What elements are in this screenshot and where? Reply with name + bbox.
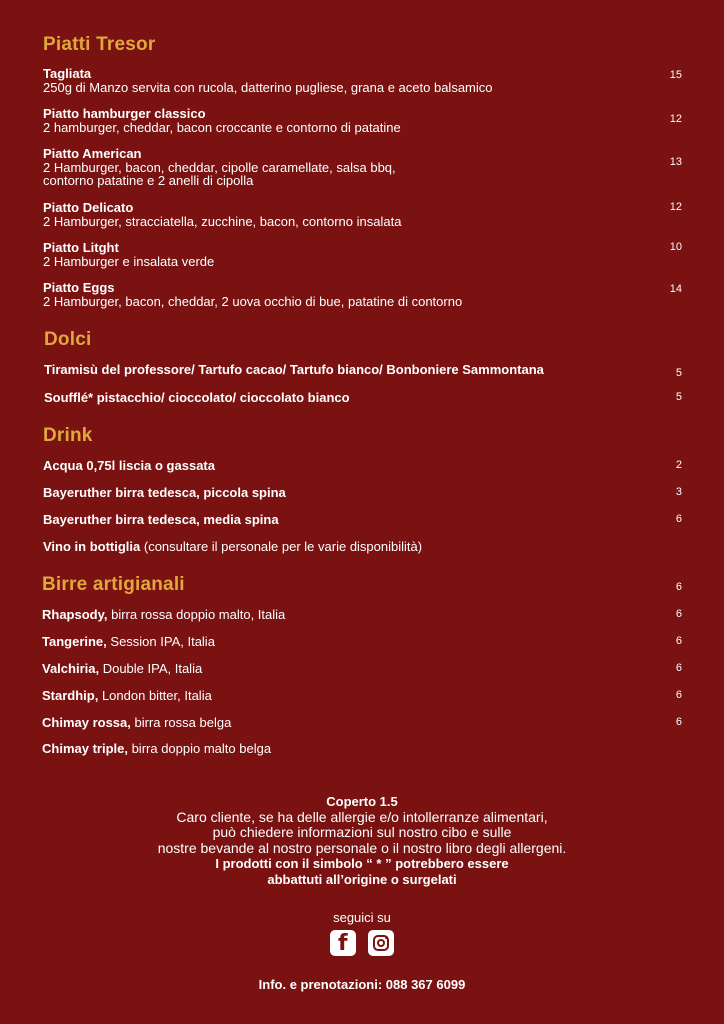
item-description: 2 Hamburger, bacon, cheddar, 2 uova occhio di bue, patatine di contorno (43, 293, 463, 309)
frozen-notice-line2: abbattuti all’origine o surgelati (267, 871, 457, 887)
menu-item-dolci-1 (44, 362, 544, 377)
item-description: 250g di Manzo servita con rucola, datterino pugliese, grana e aceto balsamico (43, 79, 493, 95)
menu-item-hamburger-classico (43, 107, 643, 134)
menu-item-drink-acqua (43, 458, 215, 473)
item-description: 2 hamburger, cheddar, bacon croccante e contorno di patatine (43, 119, 401, 135)
item-price: 3 (675, 486, 682, 498)
item-name: Piatto Litght (43, 240, 119, 255)
allergy-text-line3: nostre bevande al nostro personale o il nostro libro degli allergeni. (157, 839, 567, 856)
menu-item-beer-tangerine (42, 634, 215, 649)
item-description: 2 Hamburger e insalata verde (43, 253, 215, 269)
section-title-piatti: Piatti Tresor (43, 34, 156, 55)
item-name: Bayeruther birra tedesca, piccola spina (43, 485, 286, 500)
menu-item-tagliata (43, 67, 643, 94)
menu-item-delicato (43, 201, 643, 228)
menu-item-beer-valchiria (42, 661, 202, 676)
menu-item-beer-stardhip (42, 688, 212, 703)
section-price: 6 (675, 581, 682, 593)
section-title-birre: Birre artigianali (42, 574, 185, 595)
item-name: Piatto hamburger classico (43, 106, 206, 121)
item-description: birra doppio malto belga (127, 741, 272, 756)
coperto-text: Coperto 1.5 (326, 794, 398, 809)
menu-item-litght (43, 241, 643, 268)
item-price: 6 (675, 689, 682, 701)
item-name: Bayeruther birra tedesca, media spina (43, 512, 279, 527)
allergy-text-line1: Caro cliente, se ha delle allergie e/o intollerranze alimentari, (176, 808, 548, 825)
item-name: Piatto American (43, 146, 142, 161)
item-description: birra rossa doppio malto, Italia (107, 607, 286, 622)
item-name: Tangerine, (42, 634, 107, 649)
follow-us-text: seguici su (333, 910, 391, 925)
item-name: Tagliata (43, 66, 92, 81)
item-price: 5 (675, 367, 682, 379)
instagram-icon[interactable] (368, 930, 394, 956)
item-name: Piatto Delicato (43, 200, 134, 215)
item-name: Soufflé* pistacchio/ cioccolato/ cioccolato bianco (44, 390, 350, 405)
item-price: 12 (669, 201, 682, 213)
item-price: 6 (675, 662, 682, 674)
menu-item-eggs (43, 281, 643, 308)
item-name: Acqua 0,75l liscia o gassata (43, 458, 215, 473)
item-name: Valchiria, (42, 661, 100, 676)
item-price: 13 (669, 156, 682, 168)
menu-item-american (43, 147, 643, 188)
menu-item-drink-vino (43, 539, 422, 554)
item-price: 6 (675, 716, 682, 728)
menu-item-beer-rhapsody (42, 607, 285, 622)
facebook-icon[interactable]: f (330, 930, 356, 956)
item-price: 14 (669, 283, 682, 295)
item-description: Double IPA, Italia (99, 661, 203, 676)
frozen-notice-line1: I prodotti con il simbolo “ * ” potrebbero essere (215, 856, 509, 871)
item-name: Stardhip, (42, 688, 99, 703)
menu-item-drink-media (43, 512, 279, 527)
item-description: birra rossa belga (130, 715, 232, 730)
item-description: 2 Hamburger, bacon, cheddar, cipolle caramellate, salsa bbq, (43, 159, 396, 175)
item-price: 2 (675, 459, 682, 471)
item-name: Piatto Eggs (43, 280, 115, 295)
item-price: 6 (675, 608, 682, 620)
social-links (0, 930, 724, 956)
item-name: Tiramisù del professore/ Tartufo cacao/ Tartufo bianco/ Bonboniere Sammontana (44, 362, 544, 377)
item-description: London bitter, Italia (98, 688, 212, 703)
item-description: Session IPA, Italia (106, 634, 215, 649)
section-title-dolci: Dolci (44, 329, 92, 350)
menu-item-dolci-2 (44, 390, 350, 405)
item-description: 2 Hamburger, stracciatella, zucchine, bacon, contorno insalata (43, 213, 402, 229)
menu-item-beer-chimay-triple (42, 741, 271, 756)
item-name: Rhapsody, (42, 607, 108, 622)
footer-info (0, 794, 724, 887)
item-description-line2: contorno patatine e 2 anelli di cipolla (43, 173, 254, 188)
item-price: 12 (669, 113, 682, 125)
menu-item-beer-chimay-rossa (42, 715, 231, 730)
item-price: 10 (669, 241, 682, 253)
item-price: 15 (669, 69, 682, 81)
allergy-text-line2: può chiedere informazioni sul nostro cibo e sulle (212, 824, 512, 840)
item-note: (consultare il personale per le varie disponibilità) (140, 539, 423, 554)
item-price: 6 (675, 513, 682, 525)
section-title-drink: Drink (43, 425, 93, 446)
item-price: 6 (675, 635, 682, 647)
item-name: Chimay triple, (42, 741, 128, 756)
item-name: Chimay rossa, (42, 715, 131, 730)
item-price: 5 (675, 391, 682, 403)
menu-item-drink-piccola (43, 485, 286, 500)
item-name: Vino in bottiglia (43, 539, 141, 554)
contact-info: Info. e prenotazioni: 088 367 6099 (258, 977, 466, 992)
